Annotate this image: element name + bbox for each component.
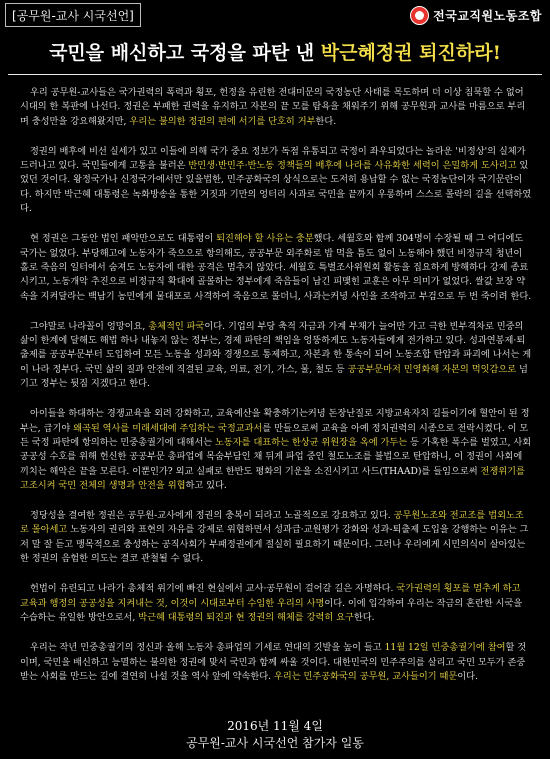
title-highlight: 박근혜정권 퇴진하라! bbox=[320, 42, 501, 64]
paragraph-text: 한다. bbox=[315, 115, 337, 127]
highlighted-text: 퇴진해야 할 사유는 충분 bbox=[216, 233, 314, 245]
closing-block bbox=[0, 718, 550, 752]
statement-paragraph bbox=[20, 232, 532, 303]
paragraph-text: 를 만들으로써 교육을 아예 정치권력의 시종으로 전락시켰다. 이 모든 국정 파탄에 항의하는 민중총궐기에 대해서는 bbox=[20, 422, 529, 448]
header-bar bbox=[0, 0, 550, 30]
paragraph-text: 등 가혹한 폭수를 벌였고, 사회공공성 수호를 위해 헌신한 공공부문 총파업에 목숨부담인 채 뒤게 파업 중인 철도노조를 불법으로 탄압하니, 이 정권이 사회에 끼치는 해악은 끝을 모른다. 이뿐인가? 외교 실패로 한반도 평화의 기운을 소진시키고 사드(THAAD)를 들임으로써 bbox=[20, 436, 532, 477]
highlighted-text: 국가권력의 횡포를 멈추게 하고 교육과 행정의 공공성을 지켜내는 것, 이것이 시대로부터 수임한 우리의 사명 bbox=[20, 583, 521, 609]
statement-paragraph bbox=[20, 320, 532, 391]
statement-paragraph bbox=[20, 641, 532, 684]
highlighted-text: 공공부문마저 민영화해 자본의 먹잇감으로 bbox=[347, 363, 517, 375]
statement-paragraph bbox=[20, 145, 532, 216]
paragraph-text: 이다. 이에 입각하여 우리는 작금의 혼란한 시국을 수습하는 유일한 방안으로서, bbox=[20, 597, 523, 623]
paragraph-text: 이다. bbox=[457, 670, 478, 682]
highlighted-text: 전쟁위기를 고조시켜 국민 전체의 생명과 안전을 위협 bbox=[20, 465, 525, 491]
highlighted-text: 우리는 불의한 정권의 편에 서기를 단호히 거부 bbox=[129, 115, 316, 127]
statement-paragraph bbox=[20, 86, 532, 129]
header-label: [공무원-교사 시국선언] bbox=[5, 3, 141, 27]
highlighted-text: 우리는 민주공화국의 공무원, 교사들이기 때문 bbox=[274, 670, 458, 682]
paragraph-text: 하고 있다. bbox=[185, 479, 227, 491]
paragraph-text: 그야말로 나라꼴이 엉망이요, bbox=[30, 320, 149, 332]
highlighted-text: 노동자를 대표하는 한상균 위원장을 옥에 가두는 bbox=[215, 436, 408, 448]
statement-date: 2016년 11월 4일 bbox=[227, 719, 323, 733]
paragraph-text: 노동자의 권리와 표현의 자유를 강제로 위협하면서 성과급·교원평가 강화와 성과-퇴출제 도입을 강행하는 이유는 그저 말 잘 듣고 맹목적으로 충성하는 공직사회가 부패정권에게 절실히 필요하기 때문이다. 그러나 우리에게 시민의식이 살아있는 한 정권의 음험한 의도는 결코 관철될 수 없다. bbox=[20, 524, 529, 565]
paragraph-text: 현 정권은 그동안 법인 패악만으로도 대통령이 bbox=[30, 233, 217, 245]
paragraph-text: 헌법이 유린되고 나라가 총체적 위기에 빠진 현실에서 교사·공무원이 걸어갈 길은 자명하다. bbox=[30, 583, 397, 595]
title-divider bbox=[8, 74, 542, 75]
paragraph-text: 넘기고 정부는 뒷짐 지겠다고 한다. bbox=[20, 363, 528, 390]
highlighted-text: 11월 12일 민중총궐기에 참여 bbox=[384, 642, 506, 654]
statement-paragraph bbox=[20, 407, 532, 493]
highlighted-text: 박근혜 대통령의 퇴진과 현 정권의 해체를 강력히 요구 bbox=[138, 611, 354, 623]
union-brand bbox=[410, 6, 542, 25]
union-name: 전국교직원노동조합 bbox=[433, 8, 542, 23]
paragraph-text: 우리 공무원-교사들은 국가권력의 폭력과 횡포, 헌정을 유린한 전대미문의 국정농단 사태를 목도하며 더 이상 침묵할 수 없어 시대의 한 복판에 나선다. 정권은 부패한 권력을 유지하고 자본의 끝 모를 탐욕을 채워주기 위해 공무원과 교사를 마름으로 부리며 충성만을 강요해왔지만, bbox=[20, 87, 526, 127]
statement-paragraph bbox=[20, 582, 532, 625]
highlighted-text: 반민생·반민주·반노동 정책들의 배후에 나라를 사유화한 세력이 은밀하게 도사리고 bbox=[188, 160, 517, 172]
highlighted-text: 총체적인 파국 bbox=[148, 320, 205, 332]
paragraph-text: 아이들을 하대하는 경쟁교육을 외려 강화하고, 교육예산을 확충하기는커녕 돈장난질로 지방교육자치 길들이기에 혈안이 된 정부는, 급기야 bbox=[20, 408, 530, 434]
paragraph-text: 이다. 기업의 부당 축적 자금과 가계 부채가 늘어만 가고 극한 빈부격차로 민중의 삶이 한계에 달해도 해법 하나 내놓지 않는 정부는, 경제 파탄의 책임을 엉뚱하게도 노동자들에게 전가하고 있다. 성과연봉제·퇴출제를 공공부문부터 도입하여 모든 노동을 성과와 경쟁으로 통제하고, 자본과 한 통속이 되어 노동조합 탄압과 파괴에 나서는 게 이 나라 정부다. 국민 삶의 질과 안전에 직결된 교육, 의료, 전기, 가스, 물, 철도 등 bbox=[20, 320, 532, 375]
paragraph-text: 우리는 작년 민중총궐기의 정신과 올해 노동자 총파업의 기세로 연대의 깃발을 높이 들고 bbox=[30, 642, 385, 654]
paragraph-text: 있었던 것이다. 왕정국가나 신정국가에서만 있을법한, 민주공화국의 상식으로는 도저히 용납할 수 없는 국정농단이자 국기문란이다. 하지만 박근혜 대통령은 녹화방송을 통한 거짓과 기만의 엉터리 사과로 국민을 끝까지 우롱하며 스스로 몰락의 길을 선택하였다. bbox=[20, 160, 532, 215]
page-title bbox=[0, 38, 550, 65]
highlighted-text: 공무원노조와 전교조를 법외노조로 몰아세고 bbox=[20, 510, 524, 536]
paragraph-text: 정권의 배후에 비선 실세가 있고 이들에 의해 국가 중요 정보가 독점 유통되고 국정이 좌우되었다는 놀라운 '비정상'의 실체가 드러나고 있다. 국민들에게 고통을 불러온 bbox=[20, 145, 526, 172]
union-logo-icon bbox=[410, 6, 429, 25]
statement-body bbox=[20, 86, 532, 700]
paragraph-text: 정당성을 결여한 정권은 공무원-교사에게 정권의 충복이 되라고 노골적으로 강요하고 있다. bbox=[30, 510, 394, 522]
title-prefix: 국민을 배신하고 국정을 파탄 낸 bbox=[49, 42, 321, 64]
statement-paragraph bbox=[20, 509, 532, 566]
highlighted-text: 왜곡된 역사를 미래세대에 주입하는 국정교과서 bbox=[73, 422, 263, 434]
paragraph-text: 할 것이며, 국민을 배신하고 능멸하는 불의한 정권에 맞서 국민과 함께 싸울 것이다. 대한민국의 민주주의를 살리고 국민 모두가 존중받는 사회를 만드는 길에 결연히 나설 것을 역사 앞에 약속한다. bbox=[20, 642, 527, 682]
paragraph-text: 했다. 세월호와 함께 304명이 수장될 때 그 어디에도 국가는 없었다. 부당해고에 노동자가 죽으으로 항의해도, 공공부문 외주화로 밥 먹을 틈도 없이 노동해야 했던 비정규직 청년이 홀로 죽음의 일터에서 숨져도 노동자에 대한 공격은 멈추지 않았다. 세월호 특별조사위원회 활동을 집요하게 방해하다 강제 종료시키고, 노동개악 추진으로 비정규직 확대에 골몰하는 정부에게 죽음들이 남긴 피맺힌 교훈은 아무 의미가 없었다. 쌀값 보장 약속을 지켜달라는 백남기 농민에게 물대포로 사격하여 죽음으로 몰더니, 사과는커녕 사인을 조작하고 부검으로 두 번 죽이려 한다. bbox=[20, 233, 532, 302]
statement-signers: 공무원-교사 시국선언 참가자 일동 bbox=[186, 736, 364, 750]
paragraph-text: 한다. bbox=[353, 611, 375, 623]
